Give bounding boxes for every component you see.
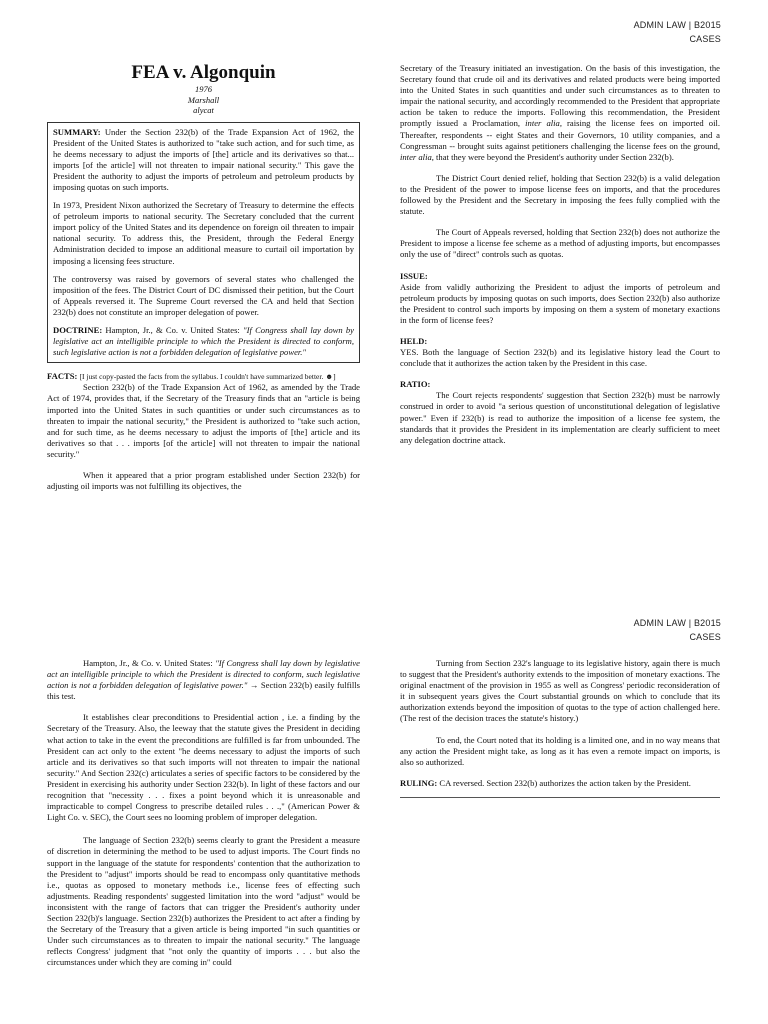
facts-cont-p1: Secretary of the Treasury initiated an investigation. On the basis of this investigation, the Secretary found that crude oil and its derivatives and related products were being imported into the United States in such quantities and under such circumstances as to threaten to impair the national security, and accordingly recommended to the President that appropriate action be taken to reduce the imports. Following this recommendation, the President promptly issued a Proclamation, inter alia, raising the license fees on imported oil. Thereafter, respondents -- eight States and their Governors, 10 utility companies, and a Congressman -- brought suits against petitioners challenging the license fees on the ground, inter alia, that they were beyond the President's authority under Section 232(b). (400, 63, 720, 162)
ruling-label: RULING: (400, 777, 438, 788)
summary-box (47, 122, 360, 364)
end-divider (400, 797, 720, 798)
right-column (400, 63, 720, 452)
right-column-2 (400, 658, 720, 798)
facts-label: FACTS: (47, 371, 78, 382)
summary-p2: In 1973, President Nixon authorized the Secretary of Treasury to determine the effects of petroleum imports to national security. The Secretary concluded that the current import policy of the United States and its dependence on foreign oil threaten to impair national security. To address this, the President, through the Federal Energy Administration decided to impose an additional measure to curtail oil importation by imposing a licensing fees structure. (53, 200, 354, 266)
header-section: CASES (689, 34, 721, 44)
left-column-2 (47, 658, 360, 974)
facts-p2: When it appeared that a prior program established under Section 232(b) for adjusting oil imports was not fulfilling its objectives, the (47, 470, 360, 492)
issue-text: Aside from validly authorizing the President to adjust the imports of petroleum and petroleum products by imposing quotas on such imports, does Section 232(b) also authorize the President to control such imports by imposing on them a system of monetary exactions in the form of license fees? (400, 281, 720, 325)
ratio-label: RATIO: (400, 379, 431, 390)
limited-holding-text: To end, the Court noted that its holding is a limited one, and in no way means that any action the President might take, as long as it has even a remote impact on imports, is also so authorized. (400, 734, 720, 767)
doctrine-case: Hampton, Jr., & Co. v. United States: (105, 325, 240, 335)
ruling (400, 778, 720, 789)
summary-p3: The controversy was raised by governors of several states who challenged the imposition of the fees. The District Court of DC dismissed their petition, but the Court of Appeals reversed it. The Supreme Court reversed the CA and held that Section 232(b) does not constitute an improper delegation of power. (53, 273, 354, 317)
language-text: The language of Section 232(b) seems clearly to grant the President a measure of discretion in determining the method to be used to adjust imports. The Court finds no support in the language of the statute for respondents' contention that the authorization to the President to "adjust" imports should be read to encompass only quantitative methods i.e., quotas as opposed to monetary methods i.e., license fees of effecting such adjustments. Reading respondents' suggested limitation into the word "adjust" would be inconsistent with the range of factors that can trigger the President's authority under Section 232(b)'s language. Section 232(b) authorizes the President to act after a finding by the Secretary of the Treasury that a given article is being imported "in such quantities or Under such circumstances as to threaten to impair the national security." The language reflects Congress' judgment that "not only the quantity of imports . . . but also the circumstances under which they are coming in" could (47, 835, 360, 968)
summary-p1: SUMMARY: Under the Section 232(b) of the Trade Expansion Act of 1962, the President of the United States is authorized to "take such action, and for such time, as he deems necessary to adjust the imports of [the] article and its derivatives so that... imports [of the article] will not threaten to impair national security." This gave the President the authority to adjust the imports of petroleum and petroleum products by imposing quotas on such imports. (53, 126, 354, 192)
page-header (634, 18, 721, 46)
held-text: YES. Both the language of Section 232(b) and its legislative history lead the Court to conclude that it authorizes the action taken by the President in this case. (400, 347, 720, 369)
hampton-test: Hampton, Jr., & Co. v. United States: "If Congress shall lay down by legislative act an intelligible principle to which the President is directed to conform, such legislative action is not a forbidden delegation of legislative power." → Section 232(b) easily fulfills this test. (47, 658, 360, 702)
header-section-2: CASES (689, 632, 721, 642)
facts-p1: Section 232(b) of the Trade Expansion Act of 1962, as amended by the Trade Act of 1974, provides that, if the Secretary of the Treasury finds that an "article is being imported into the United States in such quantities or under such circumstances as to threaten to impair the national security," the President is authorized to "take such action, and for such time, as he deems necessary to adjust the imports of [the] article and its derivatives so that . . . imports [of the article] will not threaten to impair the national security." (47, 382, 360, 459)
case-year: 1976 (195, 84, 212, 94)
ruling-text: CA reversed. Section 232(b) authorizes the action taken by the President. (439, 777, 691, 788)
case-author: alycat (193, 105, 214, 115)
issue-label: ISSUE: (400, 270, 428, 281)
facts-cont-p2: The District Court denied relief, holding that Section 232(b) is a valid delegation to the President of the power to impose license fees on imports, and that the procedures followed by the President and the Secretary in imposing the fees fully complied with the statute. (400, 172, 720, 217)
case-ponente: Marshall (187, 94, 220, 105)
summary-label: SUMMARY: (53, 126, 101, 137)
history-text: Turning from Section 232's language to its legislative history, again there is much to suggest that the President's authority extends to the imposition of monetary exactions. The original enactment of the provision in 1955 as well as Congress' periodic reconsideration of it in subsequent years gives the Court substantial grounds on which to conclude that its authorization extends beyond the imposition of quotas to the type of action challenged here. (The rest of the decision traces the statute's history.) (400, 658, 720, 724)
ratio-text: The Court rejects respondents' suggestion that Section 232(b) must be narrowly construed in order to avoid "a serious question of unconstitutional delegation of legislative power." Even if 232(b) is read to authorize the imposition of a license fee system, the standards that it provides the President in its implementation are clearly sufficient to meet any delegation doctrine attack. (400, 390, 720, 445)
held-label: HELD: (400, 335, 428, 346)
document-page-2 (0, 600, 768, 1024)
facts-heading (47, 371, 360, 382)
facts-cont-p3: The Court of Appeals reversed, holding that Section 232(b) does not authorize the President to impose a license fee scheme as a method of adjusting imports, but encompasses only the use of "direct" controls such as quotas. (400, 227, 720, 260)
doctrine-quote: "If Congress shall lay down by legislative act an intelligible principle to which the President is directed to conform, such legislative action is not a forbidden delegation of legislative power." (53, 325, 354, 358)
header-course: ADMIN LAW | B2015 (633, 20, 721, 30)
page-header-2 (634, 616, 721, 644)
case-title: FEA v. Algonquin (131, 62, 276, 83)
doctrine-label: DOCTRINE: (53, 325, 103, 335)
header-course-2: ADMIN LAW | B2015 (633, 618, 721, 628)
facts-note: [I just copy-pasted the facts from the syllabus. I couldn't have summarized better. ☻] (79, 372, 336, 382)
doctrine (53, 325, 354, 358)
left-column (47, 62, 360, 498)
preconditions-text: It establishes clear preconditions to Presidential action , i.e. a finding by the Secretary of the Treasury. Also, the leeway that the statute gives the President in deciding what action to take in the event the preconditions are fulfilled is far from unbounded. The President can act only to the extent "he deems necessary to adjust the imports of such article and its derivatives so that such imports will not threaten to impair the national security." And Section 232(c) articulates a series of specific factors to be considered by the President in exercising his authority under Section 232(b). In light of these factors and our recognition that "necessity . . . fixes a point beyond which it is unreasonable and impracticable to compel Congress to prescribe detailed rules . . .," (American Power & Light Co. v. SEC), the Court sees no looming problem of improper delegation. (47, 712, 360, 823)
